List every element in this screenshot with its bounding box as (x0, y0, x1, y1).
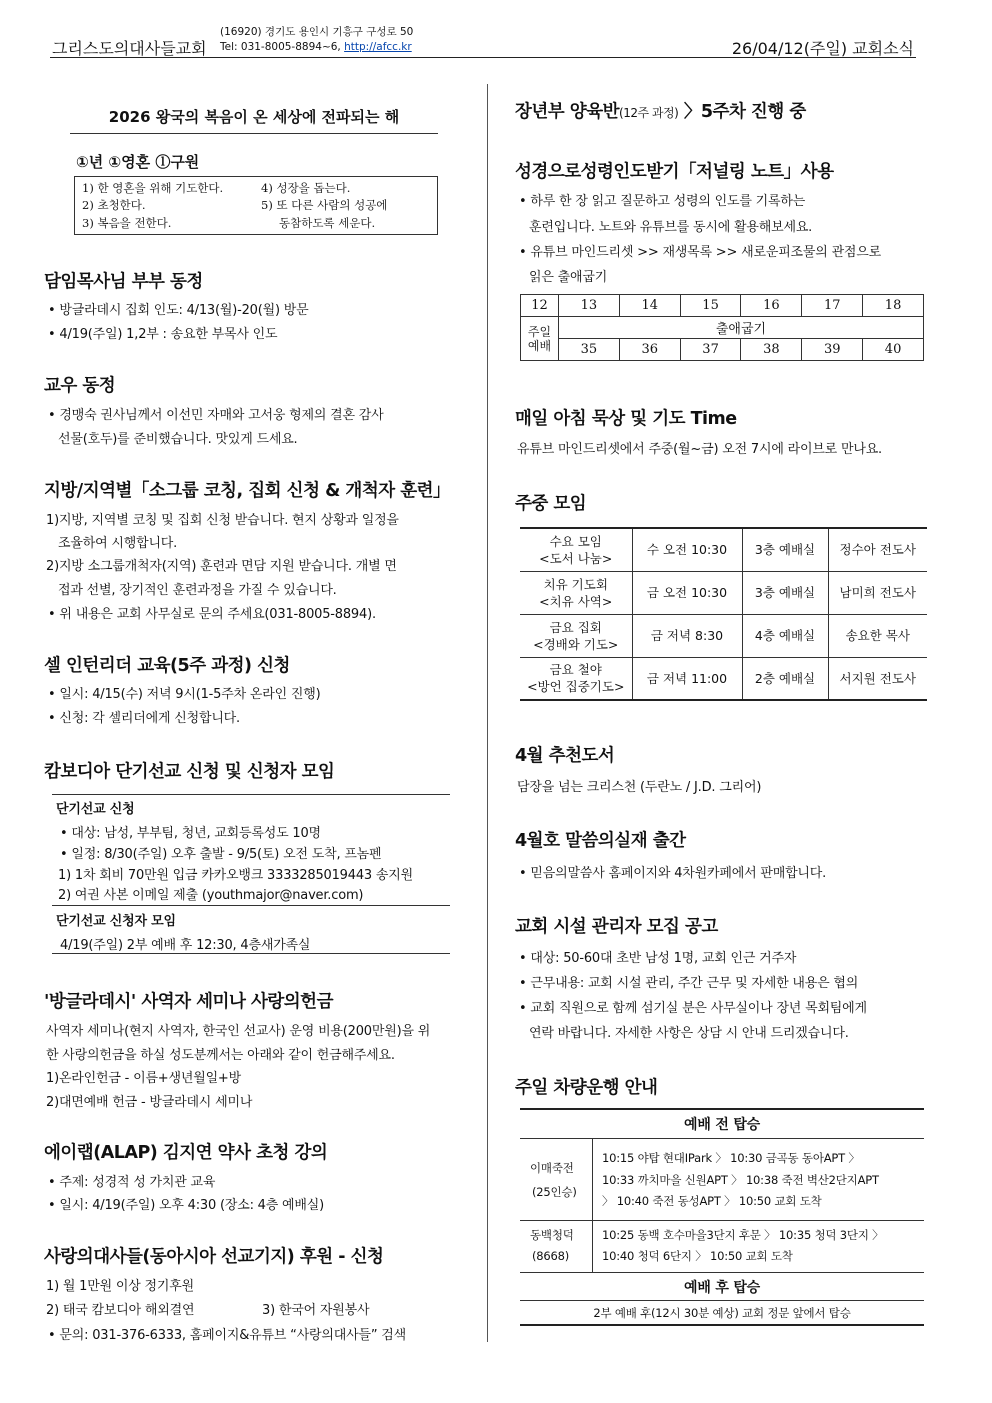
pastor-section-title: 담임목사님 부부 동정 (44, 272, 203, 292)
alap-line: • 주제: 성경적 성 가치관 교육 (48, 1175, 216, 1190)
youth-class-progress: 〉5주차 진행 중 (678, 102, 806, 122)
calendar-chapter: 40 (863, 339, 924, 361)
cambodia-box-title: 단기선교 신청자 모임 (56, 914, 176, 929)
bus-after-heading: 예배 후 탑승 (684, 1280, 760, 1296)
goal-title: ①년 ①영혼 ⓛ구원 (76, 153, 200, 171)
calendar-day: 12 (521, 295, 559, 317)
pastor-line: • 4/19(주일) 1,2부 : 송요한 부목사 인도 (48, 327, 278, 342)
weekday-section-title: 주중 모임 (515, 494, 587, 514)
regional-line: 1)지방, 지역별 코칭 및 집회 신청 받습니다. 현지 상황과 일정을 (46, 513, 399, 528)
church-url-link[interactable]: http://afcc.kr (344, 41, 412, 53)
bulletin-date-title: 26/04/12(주일) 교회소식 (731, 39, 914, 58)
route-capacity: (8668) (532, 1249, 570, 1263)
morning-line: 유튜브 마인드리셋에서 주중(월~금) 오전 7시에 라이브로 만나요. (517, 442, 882, 457)
alap-section-title: 에이랩(ALAP) 김지연 약사 초청 강의 (44, 1143, 328, 1163)
members-section-title: 교우 동정 (44, 376, 116, 396)
facility-section-title: 교회 시설 관리자 모집 공고 (515, 917, 718, 937)
book-line: 담장을 넘는 크리스천 (두란노 / J.D. 그리어) (517, 780, 762, 795)
calendar-day: 15 (680, 295, 741, 317)
cambodia-line: • 일정: 8/30(주일) 오후 출발 - 9/5(토) 오전 도착, 프놈펜 (60, 847, 382, 862)
route-capacity: (25인승) (532, 1185, 577, 1199)
meeting-sub: <경배와 기도> (533, 636, 619, 652)
weekday-meetings-table (520, 527, 927, 701)
calendar-day: 17 (802, 295, 863, 317)
meeting-sub: <치유 사역> (539, 593, 613, 609)
route-stop-line: 10:15 야탑 현대IPark 〉 10:30 금곡동 동아APT 〉 (602, 1151, 860, 1165)
meeting-time: 금 저녁 8:30 (632, 614, 742, 657)
calendar-day: 14 (619, 295, 680, 317)
cambodia-section-title: 캄보디아 단기선교 신청 및 신청자 모임 (44, 762, 335, 782)
route-stop-line: 10:40 청덕 6단지 〉 10:50 교회 도착 (602, 1249, 793, 1263)
facility-line: • 대상: 50-60대 초반 남성 1명, 교회 인근 거주자 (519, 951, 797, 966)
calendar-chapter: 36 (619, 339, 680, 361)
members-line: 선물(호두)를 준비했습니다. 맛있게 드세요. (58, 432, 298, 447)
members-line: • 경맹숙 권사님께서 이선민 자매와 고서웅 형제의 결혼 감사 (48, 408, 384, 423)
bus-before-heading: 예배 전 탑승 (684, 1117, 760, 1133)
cell-line: • 일시: 4/15(수) 저녁 9시(1-5주차 온라인 진행) (48, 687, 321, 702)
route-stop-line: 10:25 동백 호수마을3단지 후문 〉 10:35 청덕 3단지 〉 (602, 1228, 884, 1242)
meeting-leader: 송요한 목사 (828, 614, 927, 657)
regional-section-title: 지방/지역별「소그룹 코칭, 집회 신청 & 개척자 훈련」 (44, 481, 451, 501)
bus-schedule (520, 1108, 924, 1325)
meeting-name: 금요 철야 (549, 662, 602, 678)
calendar-book: 출애굽기 (559, 317, 924, 339)
goal-item: 3) 복음을 전한다. (82, 216, 172, 230)
facility-line: • 근무내용: 교회 시설 관리, 주간 근무 및 자세한 내용은 협의 (519, 976, 859, 991)
regional-line: 조율하여 시행합니다. (58, 536, 178, 551)
route-stop-line: 〉 10:40 죽전 동성APT 〉 10:50 교회 도착 (602, 1194, 822, 1208)
church-tel: Tel: 031-8005-8894~6, (220, 41, 345, 53)
calendar-service-label: 주일 예배 (521, 317, 559, 361)
regional-line: 2)지방 소그룹개척자(지역) 훈련과 면담 지원 받습니다. 개별 면 (46, 559, 397, 574)
meeting-place: 4층 예배실 (742, 614, 828, 657)
calendar-day: 16 (741, 295, 802, 317)
bus-section-title: 주일 차량운행 안내 (515, 1078, 658, 1098)
meeting-leader: 서지원 전도사 (828, 657, 927, 700)
cambodia-line: 1) 1차 회비 70만원 입금 카카오뱅크 3333285019443 송지원 (58, 868, 413, 883)
journaling-line: 훈련입니다. 노트와 유튜브를 동시에 활용해보세요. (529, 220, 813, 235)
calendar-day: 18 (863, 295, 924, 317)
meeting-name: 치유 기도회 (543, 576, 608, 592)
monthly-line: • 믿음의말씀사 홈페이지와 4차원카페에서 판매합니다. (519, 866, 827, 881)
journaling-section-title: 성경으로성령인도받기「저널링 노트」사용 (515, 162, 834, 182)
box-separator (52, 905, 450, 906)
bangla-line: 2)대면예배 헌금 - 방글라데시 세미나 (46, 1095, 253, 1110)
goal-item: 2) 초청한다. (82, 198, 146, 212)
journaling-line: • 유튜브 마인드리셋 >> 재생목록 >> 새로운피조물의 관점으로 (519, 245, 881, 260)
youth-class-duration: (12주 과정) (619, 106, 679, 120)
goal-item: 동참하도록 세운다. (279, 216, 376, 230)
bangla-section-title: '방글라데시' 사역자 세미나 사랑의헌금 (44, 992, 333, 1012)
facility-line: • 교회 직원으로 함께 섬기실 분은 사무실이나 장년 목회팀에게 (519, 1001, 867, 1016)
monthly-section-title: 4월호 말씀의실재 출간 (515, 831, 686, 851)
regional-line: 접과 선별, 장기적인 훈련과정을 가질 수 있습니다. (58, 583, 337, 598)
calendar-chapter: 39 (802, 339, 863, 361)
meeting-name: 금요 집회 (549, 619, 602, 635)
ambassadors-line: 1) 월 1만원 이상 정기후원 (46, 1279, 194, 1294)
bus-after-line: 2부 예배 후(12시 30분 예상) 교회 정문 앞에서 탑승 (593, 1306, 851, 1320)
meeting-row (520, 528, 927, 571)
calendar-chapter: 37 (680, 339, 741, 361)
meeting-name: 수요 모임 (549, 533, 602, 549)
church-address: (16920) 경기도 용인시 기흥구 구성로 50 (220, 26, 414, 38)
church-name: 그리스도의대사들교회 (52, 39, 207, 58)
meeting-leader: 남미희 전도사 (828, 571, 927, 614)
regional-line: • 위 내용은 교회 사무실로 문의 주세요(031-8005-8894). (48, 607, 376, 622)
youth-class-name: 장년부 양육반 (515, 102, 620, 122)
route-name: 동백청덕 (530, 1228, 574, 1242)
cell-section-title: 셀 인턴리더 교육(5주 과정) 신청 (44, 656, 290, 676)
calendar-chapter: 35 (559, 339, 620, 361)
meeting-place: 2층 예배실 (742, 657, 828, 700)
route-stop-line: 10:33 까치마을 신원APT 〉 10:38 죽전 벽산2단지APT (602, 1173, 879, 1187)
cell-line: • 신청: 각 셀리더에게 신청합니다. (48, 711, 240, 726)
meeting-time: 금 오전 10:30 (632, 571, 742, 614)
youth-class-title (515, 98, 806, 123)
ambassadors-section-title: 사랑의대사들(동아시아 선교기지) 후원 - 신청 (44, 1247, 384, 1267)
ambassadors-line: 2) 태국 캄보디아 해외결연 (46, 1303, 195, 1318)
goal-box (74, 176, 438, 235)
journaling-line: • 하루 한 장 읽고 질문하고 성령의 인도를 기록하는 (519, 194, 806, 209)
meeting-time: 수 오전 10:30 (632, 528, 742, 571)
ambassadors-line: 3) 한국어 자원봉사 (262, 1303, 370, 1318)
goal-item: 1) 한 영혼을 위해 기도한다. (82, 181, 224, 195)
facility-line: 연락 바랍니다. 자세한 사항은 상담 시 안내 드리겠습니다. (529, 1026, 849, 1041)
meeting-row (520, 614, 927, 657)
bangla-line: 사역자 세미나(현지 사역자, 한국인 선교사) 운영 비용(200만원)을 위 (46, 1024, 431, 1039)
cambodia-meeting: 4/19(주일) 2부 예배 후 12:30, 4층새가족실 (60, 938, 311, 953)
goal-item: 4) 성장을 돕는다. (261, 181, 351, 195)
route-name: 이매죽전 (530, 1161, 574, 1175)
alap-line: • 일시: 4/19(주일) 오후 4:30 (장소: 4층 예배실) (48, 1198, 324, 1213)
meeting-row (520, 571, 927, 614)
calendar-days-row (521, 295, 924, 317)
journaling-line: 읽은 출애굽기 (529, 270, 608, 285)
book-section-title: 4월 추천도서 (515, 746, 615, 766)
church-contact (220, 25, 413, 55)
meeting-sub: <방언 집중기도> (527, 679, 625, 695)
calendar-day: 13 (559, 295, 620, 317)
cambodia-line: • 대상: 남성, 부부팀, 청년, 교회등록성도 10명 (60, 826, 321, 841)
morning-section-title: 매일 아침 묵상 및 기도 Time (515, 409, 737, 429)
pastor-line: • 방글라데시 집회 인도: 4/13(월)-20(월) 방문 (48, 303, 309, 318)
meeting-leader: 정수아 전도사 (828, 528, 927, 571)
meeting-place: 3층 예배실 (742, 528, 828, 571)
page-header (50, 22, 916, 58)
ambassadors-contact: • 문의: 031-376-6333, 홈페이지&유튜브 “사랑의대사들” 검색 (48, 1328, 407, 1343)
meeting-time: 금 저녁 11:00 (632, 657, 742, 700)
goal-item: 5) 또 다른 사람의 성공에 (261, 198, 388, 212)
calendar-chapter: 38 (741, 339, 802, 361)
column-divider (487, 84, 488, 1342)
meeting-row (520, 657, 927, 700)
year-theme-title: 2026 왕국의 복음이 온 세상에 전파되는 해 (70, 96, 438, 134)
cambodia-line: 2) 여권 사본 이메일 제출 (youthmajor@naver.com) (58, 888, 364, 903)
meeting-place: 3층 예배실 (742, 571, 828, 614)
bangla-line: 1)온라인헌금 - 이름+생년월일+방 (46, 1071, 241, 1086)
cambodia-box-title: 단기선교 신청 (56, 802, 135, 817)
bangla-line: 한 사랑의헌금을 하실 성도분께서는 아래와 같이 헌금해주세요. (46, 1048, 395, 1063)
reading-calendar-table (520, 294, 924, 361)
calendar-chapters-row (521, 339, 924, 361)
meeting-sub: <도서 나눔> (539, 550, 613, 566)
